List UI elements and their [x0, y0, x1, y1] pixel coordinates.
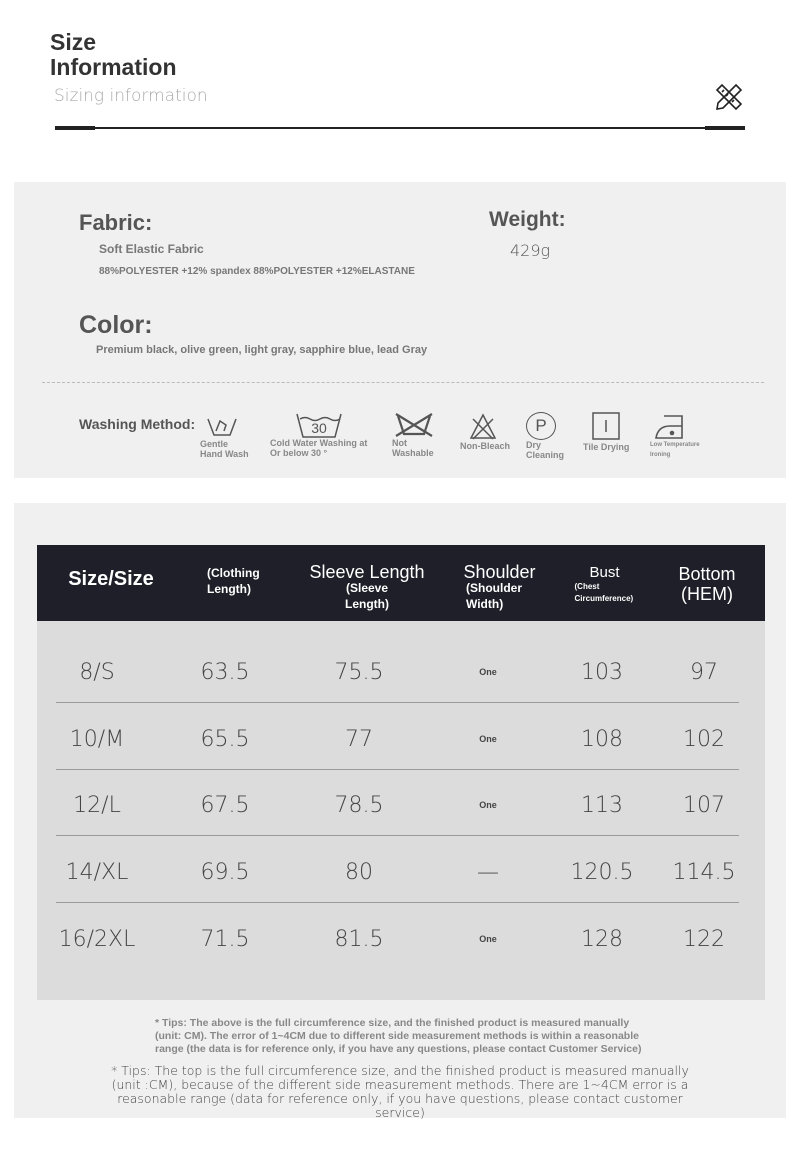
table-cell: 71.5	[200, 927, 250, 952]
low-temp-iron-label: Low Temperature Ironing	[650, 442, 700, 458]
row-divider	[56, 902, 739, 903]
table-cell: 14/XL	[65, 860, 129, 885]
title-line-1: Size	[50, 29, 97, 55]
weight-label: Weight:	[489, 208, 566, 231]
color-label: Color:	[79, 311, 153, 339]
not-washable-label: Not Washable	[392, 438, 434, 458]
table-cell: One	[479, 934, 497, 944]
header-bottom	[667, 564, 747, 604]
table-cell: 108	[581, 727, 623, 752]
table-cell: 102	[683, 727, 725, 752]
table-cell: 78.5	[334, 793, 384, 818]
size-table-header	[37, 545, 765, 621]
weight-value: 429g	[510, 241, 551, 260]
header-sleeve-length	[297, 564, 437, 612]
table-cell: 80	[345, 860, 373, 885]
table-cell: 128	[581, 927, 623, 952]
table-cell: 114.5	[672, 860, 736, 885]
size-table-body	[37, 621, 765, 1000]
title-line-2: Information	[50, 54, 177, 80]
fabric-name: Soft Elastic Fabric	[99, 242, 204, 256]
divider-accent-left	[55, 126, 95, 130]
table-cell: 113	[581, 793, 623, 818]
table-cell: 77	[345, 727, 373, 752]
dry-clean-letter: P	[526, 412, 556, 440]
table-cell: One	[479, 667, 497, 677]
header-size-label: Size/Size	[68, 568, 154, 590]
non-bleach-icon	[460, 413, 510, 451]
low-temp-iron-icon	[650, 412, 700, 460]
table-cell: 8/S	[79, 660, 115, 685]
table-cell: 75.5	[334, 660, 384, 685]
table-cell: 107	[683, 793, 725, 818]
header-shoulder	[452, 564, 547, 612]
table-cell: 10/M	[69, 727, 125, 752]
row-divider	[56, 769, 739, 770]
ruler-pencil-icon	[714, 82, 744, 117]
table-cell: 65.5	[200, 727, 250, 752]
table-cell: 122	[683, 927, 725, 952]
hand-wash-icon	[200, 413, 250, 459]
header-bust-label: Bust	[589, 564, 620, 581]
header-size	[47, 568, 175, 590]
header-shoulder-note: (Shoulder Width)	[466, 581, 522, 611]
header-sleeve-label: Sleeve Length	[309, 562, 425, 582]
dry-clean-label: Dry Cleaning	[526, 440, 565, 460]
tile-drying-label: Tile Drying	[583, 442, 630, 452]
header-bottom-label: Bottom (HEM)	[678, 564, 736, 604]
table-row	[37, 706, 765, 773]
page-title	[50, 30, 177, 80]
divider-accent-right	[705, 126, 745, 130]
table-cell: One	[479, 800, 497, 810]
table-row	[37, 906, 765, 973]
table-cell: 69.5	[200, 860, 250, 885]
table-cell: 16/2XL	[58, 927, 136, 952]
header-length-note: (Clothing Length)	[207, 566, 260, 596]
fabric-composition: 88%POLYESTER +12% spandex 88%POLYESTER +12%ELASTANE	[99, 266, 415, 277]
header-divider	[55, 127, 745, 129]
tile-drying-icon	[583, 412, 629, 452]
wash-temp: 30	[311, 420, 327, 436]
table-cell: 67.5	[200, 793, 250, 818]
header-bust-note: (Chest Circumference)	[574, 582, 634, 603]
page-subtitle: Sizing information	[54, 86, 208, 106]
table-cell: 97	[690, 660, 718, 685]
non-bleach-label: Non-Bleach	[460, 441, 511, 451]
header-length	[192, 565, 282, 597]
cold-wash-label: Cold Water Washing at Or below 30 °	[270, 438, 368, 458]
hand-wash-label: Gentle Hand Wash	[200, 439, 249, 459]
tips-note-2: * Tips: The top is the full circumference size, and the finished product is measured manually (unit :CM), because of the different side measurement methods. There are 1~4CM error is a reasonable range (data for reference only, if you have questions, please contact customer service)	[111, 1063, 689, 1120]
header-shoulder-label: Shoulder	[463, 562, 536, 582]
row-divider	[56, 702, 739, 703]
dashed-divider	[42, 382, 764, 383]
table-cell: 63.5	[200, 660, 250, 685]
table-row	[37, 839, 765, 906]
table-cell: 12/L	[73, 793, 121, 818]
dry-clean-icon	[526, 412, 566, 460]
tips-note-1: * Tips: The above is the full circumference size, and the finished product is measured manually (unit: CM). The error of 1~4CM due to different side measurement methods is within a reasonable range (the data is for reference only, if you have any questions, please contact Customer Service)	[155, 1017, 642, 1055]
table-row	[37, 639, 765, 706]
table-cell: 81.5	[334, 927, 384, 952]
fabric-label: Fabric:	[79, 210, 153, 235]
table-cell: 120.5	[570, 860, 634, 885]
header-bust	[567, 565, 642, 605]
header-sleeve-note: (Sleeve Length)	[345, 581, 389, 611]
color-value: Premium black, olive green, light gray, sapphire blue, lead Gray	[96, 344, 428, 356]
wash-30-icon	[270, 412, 370, 458]
table-cell: One	[479, 734, 497, 744]
table-row	[37, 772, 765, 839]
not-washable-icon	[392, 412, 437, 458]
table-cell: —	[477, 860, 499, 885]
table-cell: 103	[581, 660, 623, 685]
washing-method-label: Washing Method:	[79, 416, 196, 432]
row-divider	[56, 835, 739, 836]
